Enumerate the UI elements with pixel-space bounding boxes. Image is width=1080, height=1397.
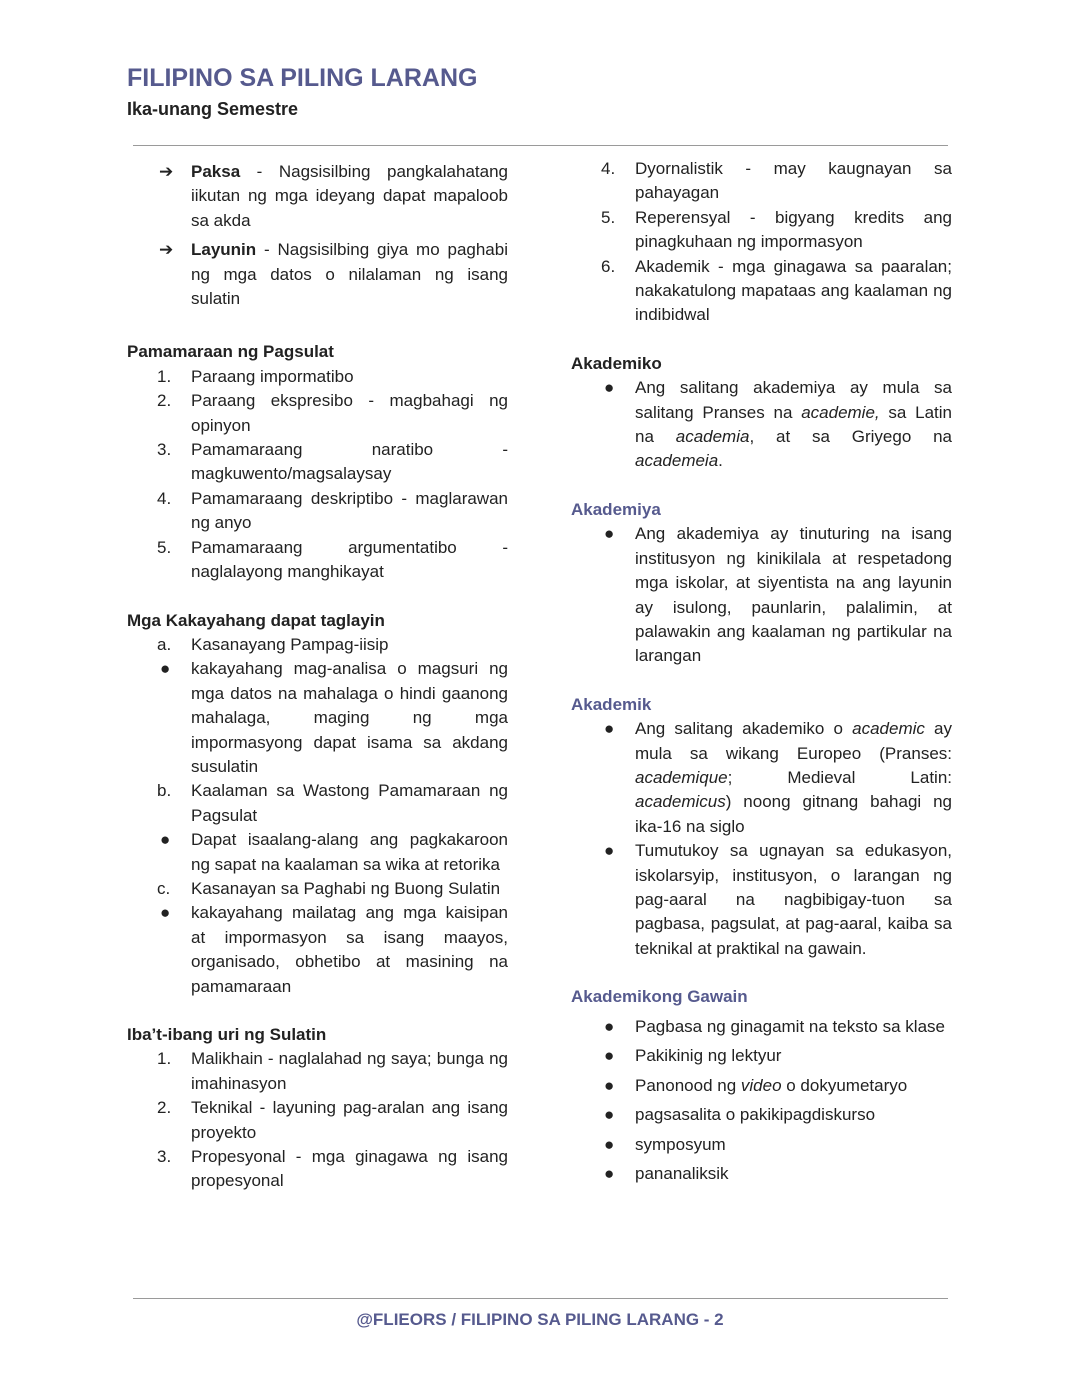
list-item: ● pagsasalita o pakikipagdiskurso [571,1100,952,1130]
header-divider [133,145,948,146]
bullet-icon: ● [604,1134,615,1154]
section-heading: Akademiko [571,353,662,373]
bullet-icon: ● [604,1016,615,1036]
bullet-icon: ● [160,903,171,923]
term-label: Paksa [191,162,241,181]
bullet-icon: ● [604,1164,615,1184]
list-item: 5. Reperensyal - bigyang kredits ang pinagkuhaan ng impormasyon [601,207,952,252]
section-heading: Akademik [571,694,652,714]
arrow-icon: ➔ [159,162,174,181]
section-heading: Mga Kakayahang dapat taglayin [127,610,385,630]
section-akademiko [571,352,952,474]
section-akademiya [571,498,952,669]
list-item: ● symposyum [571,1130,952,1160]
bullet-icon: ● [604,841,615,861]
section-heading: Akademiya [571,499,661,519]
bullet-icon: ● [604,1046,615,1066]
list-item: 1. Malikhain - naglalahad ng saya; bunga ng imahinasyon [157,1049,508,1093]
list-item: a. Kasanayang Pampag-iisip [157,634,389,654]
list-item: ● Panonood ng video o dokyumetaryo [571,1071,952,1101]
list-item: 3. Pamamaraang naratibo - magkuwento/magsalaysay [157,440,508,484]
arrow-icon: ➔ [159,240,174,260]
page-footer: @FLIEORS / FILIPINO SA PILING LARANG - 2 [356,1310,724,1329]
section-kakayahan [127,609,508,1000]
bullet-icon: ● [604,378,615,398]
list-item: ● Ang akademiya ay tinuturing na isang institusyon ng kinikilala at respetadong mga iskolar, at siyentista na ang layunin ay isulong, paunlarin, palalimin, at palawakin ang kaalaman ng partikular na larangan [604,524,952,666]
page-title: FILIPINO SA PILING LARANG [127,64,478,92]
list-item: c. Kasanayan sa Paghabi ng Buong Sulatin [157,878,501,898]
list-item: 4. Dyornalistik - may kaugnayan sa pahayagan [601,159,952,203]
bullet-icon: ● [604,719,615,739]
list-item: 1. Paraang impormatibo [157,366,354,386]
list-item [127,160,508,233]
section-gawain [571,985,952,1188]
list-item: ● Dapat isaalang-alang ang pagkakaroon ng sapat na kaalaman sa wika at retorika [160,830,508,874]
list-item: b. Kaalaman sa Wastong Pamamaraan ng Pagsulat [157,781,508,825]
list-item: 3. Propesyonal - mga ginagawa ng isang propesyonal [157,1147,508,1191]
list-item: ● Pakikinig ng lektyur [571,1041,952,1071]
list-item: ● Pagbasa ng ginagamit na teksto sa klase [571,1012,952,1042]
right-column [571,157,952,1189]
left-column [127,160,508,1194]
bullet-icon: ● [604,524,615,544]
list-item: 2. Teknikal - layuning pag-aralan ang isang proyekto [157,1098,508,1142]
term-description: - Nagsisilbing pangkalahatang iikutan ng mga ideyang dapat mapaloob sa akda [191,162,508,230]
bullet-icon: ● [160,830,171,850]
section-heading: Pamamaraan ng Pagsulat [127,342,334,362]
section-akademik [571,693,952,961]
section-heading: Iba’t-ibang uri ng Sulatin [127,1025,327,1044]
intro-list [127,160,508,311]
list-item: ● Ang salitang akademiko o academic ay mula sa wikang Europeo (Pranses: academique; Medieval Latin: academicus) noong gitnang bahagi ng ika-16 na siglo [604,719,952,836]
term-description: - Nagsisilbing giya mo paghabi ng mga datos o nilalaman ng isang sulatin [191,240,508,309]
list-item: ● Tumutukoy sa ugnayan sa edukasyon, iskolarsyip, institusyon, o larangan ng pag-aaral na nagbibigay-tuon sa pagbasa, pagsulat, at pag-aaral, kaiba sa teknikal at praktikal na gawain. [604,841,952,958]
bullet-icon: ● [160,659,171,679]
list-item: ● pananaliksik [571,1159,952,1189]
list-item: ● Ang salitang akademiya ay mula sa salitang Pranses na academie, sa Latin na academia, at sa Griyego na academeia. [604,378,953,471]
footer-divider [133,1298,948,1299]
bullet-icon: ● [604,1105,615,1125]
list-item: ● kakayahang mag-analisa o magsuri ng mga datos na mahalaga o hindi gaanong mahalaga, maging ng mga impormasyong dapat isama sa akdang susulatin [160,659,508,776]
list-item: 6. Akademik - mga ginagawa sa paaralan; nakakatulong mapataas ang kaalaman ng indibidwal [601,256,952,325]
page-subtitle: Ika-unang Semestre [127,99,299,119]
section-pamamaraan [127,340,508,584]
list-item [127,238,508,311]
uri-continued-list [571,157,952,328]
list-item: 4. Pamamaraang deskriptibo - maglarawan ng anyo [157,488,508,533]
bullet-icon: ● [604,1075,615,1095]
section-heading: Akademikong Gawain [571,987,748,1007]
section-uri [127,1023,508,1194]
list-item: 5. Pamamaraang argumentatibo - naglalayong manghikayat [157,537,508,582]
term-label: Layunin [191,240,257,260]
list-item: ● kakayahang mailatag ang mga kaisipan at impormasyon sa isang maayos, organisado, obhetibo at masining na pamamaraan [160,903,508,996]
list-item: 2. Paraang ekspresibo - magbahagi ng opinyon [157,391,508,435]
